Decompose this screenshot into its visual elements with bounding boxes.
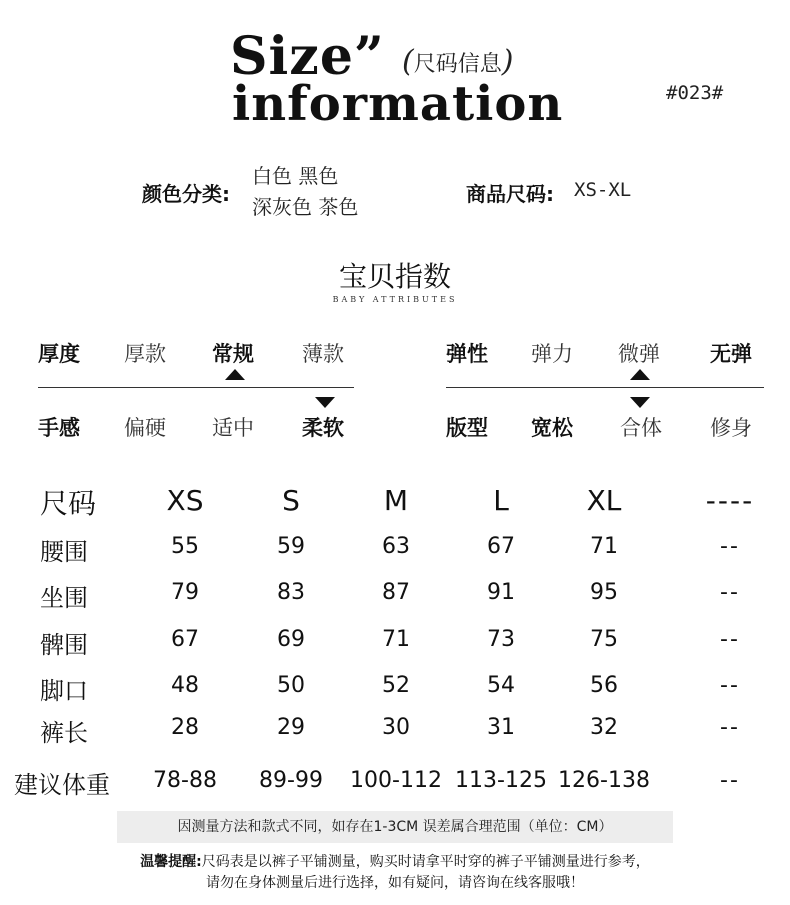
table-cell: 100-112 xyxy=(350,768,442,793)
title-cn xyxy=(402,44,513,79)
row-label-leg-opening: 脚口 xyxy=(40,677,88,705)
title-cn-text: 尺码信息 xyxy=(413,52,502,77)
elasticity-selected-marker xyxy=(630,369,650,380)
table-cell: 30 xyxy=(382,715,410,740)
table-cell: 54 xyxy=(487,673,515,698)
table-cell: 67 xyxy=(487,534,515,559)
fit-label: 版型 xyxy=(446,416,488,440)
table-cell: 63 xyxy=(382,534,410,559)
table-cell: 71 xyxy=(382,627,410,652)
thickness-option-regular: 常规 xyxy=(212,342,254,366)
feel-option-soft: 柔软 xyxy=(302,416,344,440)
table-cell: 73 xyxy=(487,627,515,652)
colors-line2: 深灰色 茶色 xyxy=(252,195,359,219)
feel-option-hard: 偏硬 xyxy=(124,416,166,440)
fit-option-slim: 修身 xyxy=(710,416,752,440)
table-header-size: 尺码 xyxy=(40,487,97,520)
thickness-selected-marker xyxy=(225,369,245,380)
title-cn-close-paren: ) xyxy=(501,44,514,79)
row-label-waist: 腰围 xyxy=(40,538,88,566)
row-label-length: 裤长 xyxy=(40,719,88,747)
table-header-xs: XS xyxy=(166,484,204,517)
table-cell: 78-88 xyxy=(153,768,217,793)
elasticity-option-none: 无弹 xyxy=(710,342,752,366)
fit-option-regular: 合体 xyxy=(620,416,662,440)
table-cell-empty: -- xyxy=(720,627,740,652)
table-cell-empty: -- xyxy=(720,534,740,559)
table-cell: 48 xyxy=(171,673,199,698)
table-cell: 69 xyxy=(277,627,305,652)
title-size: Size” xyxy=(230,26,385,87)
table-header-s: S xyxy=(282,484,300,517)
table-cell: 59 xyxy=(277,534,305,559)
table-cell: 79 xyxy=(171,580,199,605)
row-label-seat: 坐围 xyxy=(40,584,88,612)
color-label: 颜色分类: xyxy=(142,182,230,206)
divider-right xyxy=(446,387,764,388)
thickness-option-thick: 厚款 xyxy=(124,342,166,366)
attributes-title: 宝贝指数 xyxy=(338,260,451,293)
tip-text: 尺码表是以裤子平铺测量，购买时请拿平时穿的裤子平铺测量进行参考， xyxy=(201,854,650,870)
elasticity-option-stretch: 弹力 xyxy=(531,342,573,366)
table-cell: 55 xyxy=(171,534,199,559)
row-label-weight: 建议体重 xyxy=(14,771,110,799)
table-header-m: M xyxy=(383,484,409,517)
table-cell: 95 xyxy=(590,580,618,605)
size-range: XS-XL xyxy=(574,179,632,201)
thickness-option-thin: 薄款 xyxy=(302,342,344,366)
table-cell: 75 xyxy=(590,627,618,652)
table-cell: 71 xyxy=(590,534,618,559)
table-cell: 83 xyxy=(277,580,305,605)
table-cell: 52 xyxy=(382,673,410,698)
table-cell: 29 xyxy=(277,715,305,740)
table-cell: 32 xyxy=(590,715,618,740)
table-cell: 67 xyxy=(171,627,199,652)
table-cell-empty: -- xyxy=(720,768,740,793)
table-cell: 28 xyxy=(171,715,199,740)
table-cell: 87 xyxy=(382,580,410,605)
product-code: #023# xyxy=(666,82,724,104)
fit-option-loose: 宽松 xyxy=(531,416,573,440)
table-header-placeholder: ---- xyxy=(705,484,755,517)
tip-line2: 请勿在身体测量后进行选择，如有疑问，请咨询在线客服哦！ xyxy=(206,875,584,891)
table-cell: 89-99 xyxy=(259,768,323,793)
table-cell-empty: -- xyxy=(720,580,740,605)
table-cell: 50 xyxy=(277,673,305,698)
table-header-l: L xyxy=(493,484,509,517)
table-cell: 126-138 xyxy=(558,768,650,793)
elasticity-label: 弹性 xyxy=(446,342,488,366)
tip-label: 温馨提醒: xyxy=(140,854,202,870)
size-label: 商品尺码: xyxy=(466,182,554,206)
table-cell: 31 xyxy=(487,715,515,740)
elasticity-option-slight: 微弹 xyxy=(618,342,660,366)
table-cell: 91 xyxy=(487,580,515,605)
feel-option-medium: 适中 xyxy=(212,416,254,440)
table-cell: 56 xyxy=(590,673,618,698)
colors-line1: 白色 黑色 xyxy=(252,164,339,188)
title-cn-open-paren: ( xyxy=(402,44,414,79)
table-header-xl: XL xyxy=(586,484,622,517)
table-cell-empty: -- xyxy=(720,673,740,698)
row-label-thigh: 髀围 xyxy=(40,631,88,659)
feel-label: 手感 xyxy=(38,416,80,440)
tip-line1 xyxy=(0,851,790,871)
attributes-subtitle: BABY ATTRIBUTES xyxy=(332,295,458,304)
fit-selected-marker xyxy=(630,397,650,408)
table-cell: 113-125 xyxy=(455,768,547,793)
tolerance-note xyxy=(117,811,673,843)
title-information: information xyxy=(232,76,564,132)
table-cell-empty: -- xyxy=(720,715,740,740)
thickness-label: 厚度 xyxy=(38,342,80,366)
tolerance-note-text: 因测量方法和款式不同，如存在1-3CM 误差属合理范围（单位：CM） xyxy=(177,819,613,835)
divider-left xyxy=(38,387,354,388)
feel-selected-marker xyxy=(315,397,335,408)
